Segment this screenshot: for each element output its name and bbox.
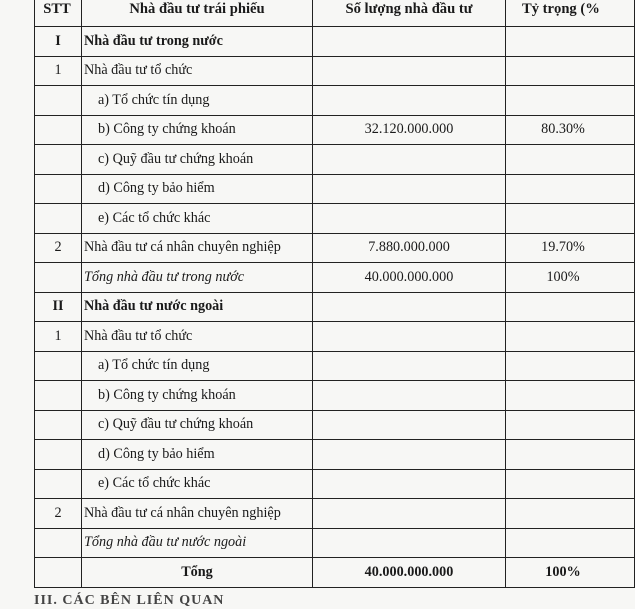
row-label: Nhà đầu tư tổ chức: [82, 56, 313, 86]
row-quantity: [313, 440, 506, 470]
empty-cell: [506, 27, 635, 57]
empty-cell: [313, 292, 506, 322]
empty-cell: [35, 410, 82, 440]
grand-total-label: Tổng: [82, 558, 313, 588]
empty-cell: [35, 528, 82, 558]
row-weight: [506, 440, 635, 470]
table-row: [35, 233, 635, 263]
empty-cell: [506, 292, 635, 322]
empty-cell: [313, 322, 506, 352]
row-weight: [506, 351, 635, 381]
table-row: [35, 469, 635, 499]
row-label: e) Các tổ chức khác: [82, 469, 313, 499]
row-number: 2: [35, 233, 82, 263]
row-label: c) Quỹ đầu tư chứng khoán: [82, 145, 313, 175]
table-row: [35, 322, 635, 352]
section-title: Nhà đầu tư nước ngoài: [82, 292, 313, 322]
table-row: [35, 174, 635, 204]
section-roman: II: [35, 292, 82, 322]
table-row: [35, 145, 635, 175]
row-quantity: [313, 410, 506, 440]
grand-total-weight: 100%: [506, 558, 635, 588]
row-label: e) Các tổ chức khác: [82, 204, 313, 234]
row-quantity: [313, 204, 506, 234]
row-label: c) Quỹ đầu tư chứng khoán: [82, 410, 313, 440]
row-label: b) Công ty chứng khoán: [82, 381, 313, 411]
table-header-row: [35, 0, 635, 27]
header-investor: Nhà đầu tư trái phiếu: [82, 0, 313, 27]
row-weight: [506, 204, 635, 234]
empty-cell: [506, 56, 635, 86]
empty-cell: [35, 174, 82, 204]
table-row: [35, 410, 635, 440]
subtotal-weight: [506, 528, 635, 558]
row-label: Nhà đầu tư tổ chức: [82, 322, 313, 352]
empty-cell: [35, 351, 82, 381]
row-quantity: [313, 469, 506, 499]
empty-cell: [35, 86, 82, 116]
empty-cell: [506, 322, 635, 352]
empty-cell: [35, 558, 82, 588]
row-number: 1: [35, 56, 82, 86]
row-label: b) Công ty chứng khoán: [82, 115, 313, 145]
row-quantity: 32.120.000.000: [313, 115, 506, 145]
row-quantity: [313, 499, 506, 529]
subtotal-row-domestic: [35, 263, 635, 293]
header-quantity: Số lượng nhà đầu tư: [313, 0, 506, 27]
subtotal-quantity: 40.000.000.000: [313, 263, 506, 293]
empty-cell: [35, 204, 82, 234]
row-quantity: 7.880.000.000: [313, 233, 506, 263]
row-label: a) Tổ chức tín dụng: [82, 86, 313, 116]
row-label: d) Công ty bảo hiểm: [82, 440, 313, 470]
row-number: 1: [35, 322, 82, 352]
row-quantity: [313, 86, 506, 116]
table-row: [35, 440, 635, 470]
empty-cell: [35, 145, 82, 175]
grand-total-quantity: 40.000.000.000: [313, 558, 506, 588]
header-stt: STT: [35, 0, 82, 27]
row-weight: [506, 86, 635, 116]
empty-cell: [313, 27, 506, 57]
table-row: [35, 86, 635, 116]
row-weight: 80.30%: [506, 115, 635, 145]
table-row: [35, 499, 635, 529]
row-label: d) Công ty bảo hiểm: [82, 174, 313, 204]
table-row: [35, 56, 635, 86]
empty-cell: [35, 115, 82, 145]
empty-cell: [313, 56, 506, 86]
row-quantity: [313, 145, 506, 175]
subtotal-weight: 100%: [506, 263, 635, 293]
row-number: 2: [35, 499, 82, 529]
row-weight: 19.70%: [506, 233, 635, 263]
table-row: [35, 115, 635, 145]
row-weight: [506, 174, 635, 204]
row-weight: [506, 145, 635, 175]
table-row: [35, 381, 635, 411]
empty-cell: [35, 469, 82, 499]
header-weight: Tỷ trọng (%: [506, 0, 635, 27]
row-weight: [506, 381, 635, 411]
next-section-heading: III. CÁC BÊN LIÊN QUAN: [34, 593, 225, 608]
subtotal-label: Tổng nhà đầu tư trong nước: [82, 263, 313, 293]
row-quantity: [313, 174, 506, 204]
row-label: a) Tổ chức tín dụng: [82, 351, 313, 381]
section-title: Nhà đầu tư trong nước: [82, 27, 313, 57]
row-weight: [506, 469, 635, 499]
table-row: [35, 351, 635, 381]
empty-cell: [35, 381, 82, 411]
grand-total-row: [35, 558, 635, 588]
empty-cell: [35, 263, 82, 293]
row-weight: [506, 410, 635, 440]
section-roman: I: [35, 27, 82, 57]
row-label: Nhà đầu tư cá nhân chuyên nghiệp: [82, 233, 313, 263]
row-quantity: [313, 381, 506, 411]
bond-investor-table: [34, 0, 635, 588]
table-row: [35, 204, 635, 234]
section-row-foreign: [35, 292, 635, 322]
row-quantity: [313, 351, 506, 381]
subtotal-quantity: [313, 528, 506, 558]
row-label: Nhà đầu tư cá nhân chuyên nghiệp: [82, 499, 313, 529]
subtotal-row-foreign: [35, 528, 635, 558]
empty-cell: [35, 440, 82, 470]
section-row-domestic: [35, 27, 635, 57]
row-weight: [506, 499, 635, 529]
subtotal-label: Tổng nhà đầu tư nước ngoài: [82, 528, 313, 558]
